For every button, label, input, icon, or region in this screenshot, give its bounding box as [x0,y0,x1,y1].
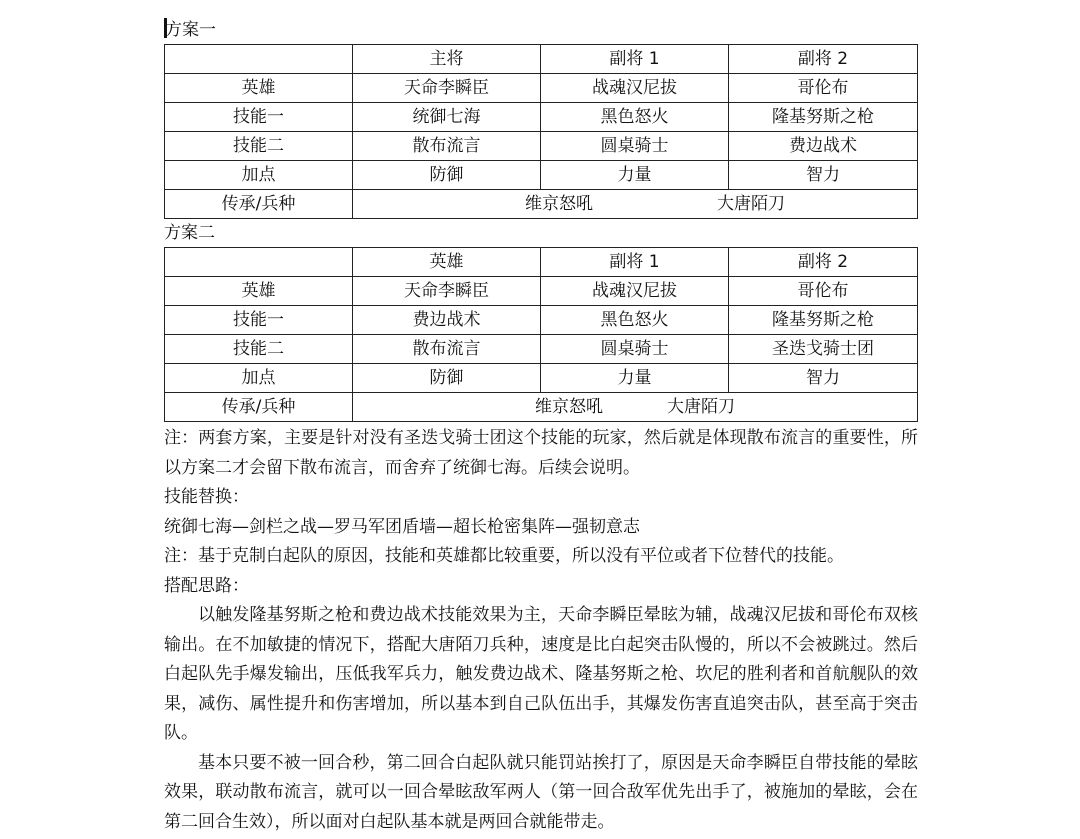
table-row [165,190,918,219]
plan2-title: 方案二 [164,223,215,243]
table-row [165,103,918,132]
table-cell: 副将 1 [541,45,729,74]
plan2-table [164,247,918,422]
table-cell: 散布流言 [353,335,541,364]
table-cell: 技能二 [165,132,353,161]
table-row [165,74,918,103]
table-cell: 智力 [729,161,918,190]
inherit-value: 大唐陌刀 [717,194,785,214]
table-cell: 副将 2 [729,45,918,74]
table-cell: 散布流言 [353,132,541,161]
table-cell: 隆基努斯之枪 [729,103,918,132]
table-cell: 圣迭戈骑士团 [729,335,918,364]
body-paragraph: 以触发隆基努斯之枪和费边战术技能效果为主，天命李瞬臣晕眩为辅，战魂汉尼拔和哥伦布双核输出。在不加敏捷的情况下，搭配大唐陌刀兵种，速度是比白起突击队慢的，所以不会被跳过。然后白起队先手爆发输出，压低我军兵力，触发费边战术、隆基努斯之枪、坎尼的胜利者和首航舰队的效果，减伤、属性提升和伤害增加，所以基本到自己队伍出手，其爆发伤害直追突击队，甚至高于突击队。 [164,605,918,743]
body-paragraph: 基本只要不被一回合秒，第二回合白起队就只能罚站挨打了，原因是天命李瞬臣自带技能的晕眩效果，联动散布流言，就可以一回合晕眩敌军两人（第一回合敌军优先出手了，被施加的晕眩，会在第二回合生效），所以面对白起队基本就是两回合就能带走。 [164,752,918,832]
table-cell: 天命李瞬臣 [353,277,541,306]
table-cell: 费边战术 [353,306,541,335]
table-cell [165,248,353,277]
table-cell: 黑色怒火 [541,103,729,132]
table-cell: 技能二 [165,335,353,364]
table-cell: 传承/兵种 [165,190,353,219]
section-title: 技能替换： [164,487,249,507]
section-title: 搭配思路： [164,575,249,596]
table-cell [165,45,353,74]
table-row [165,132,918,161]
table-cell: 加点 [165,364,353,393]
table-cell: 副将 1 [541,248,729,277]
table-cell: 战魂汉尼拔 [541,277,729,306]
table-cell: 技能一 [165,306,353,335]
table-cell: 英雄 [353,248,541,277]
table-cell: 英雄 [165,277,353,306]
table-cell: 智力 [729,364,918,393]
merged-cell [353,190,918,219]
table-row [165,393,918,422]
table-row [165,277,918,306]
table-cell: 防御 [353,161,541,190]
inherit-values [353,393,917,421]
merged-cell [353,393,918,422]
table-cell: 力量 [541,364,729,393]
skill-swap-chain: 统御七海—剑栏之战—罗马军团盾墙—超长枪密集阵—强韧意志 [164,516,640,537]
table-cell: 圆桌骑士 [541,335,729,364]
table-cell: 传承/兵种 [165,393,353,422]
document-body [164,16,918,837]
table-cell: 哥伦布 [729,277,918,306]
table-cell: 圆桌骑士 [541,132,729,161]
table-cell: 隆基努斯之枪 [729,306,918,335]
table-cell: 力量 [541,161,729,190]
table-header-row [165,45,918,74]
table-row [165,306,918,335]
table-cell: 防御 [353,364,541,393]
inherit-value: 大唐陌刀 [667,397,735,417]
table-row [165,161,918,190]
table-cell: 战魂汉尼拔 [541,74,729,103]
table-cell: 加点 [165,161,353,190]
table-cell: 技能一 [165,103,353,132]
table-row [165,335,918,364]
plan1-title: 方案一 [165,20,216,40]
table-cell: 主将 [353,45,541,74]
note-paragraph: 注：基于克制白起队的原因，技能和英雄都比较重要，所以没有平位或者下位替代的技能。 [164,546,844,566]
table-cell: 黑色怒火 [541,306,729,335]
table-cell: 英雄 [165,74,353,103]
table-cell: 统御七海 [353,103,541,132]
plan1-table [164,44,918,219]
inherit-value: 维京怒吼 [525,194,593,214]
table-cell: 费边战术 [729,132,918,161]
table-header-row [165,248,918,277]
table-cell: 哥伦布 [729,74,918,103]
table-row [165,364,918,393]
table-cell: 天命李瞬臣 [353,74,541,103]
note-paragraph: 注：两套方案，主要是针对没有圣迭戈骑士团这个技能的玩家，然后就是体现散布流言的重要性，所以方案二才会留下散布流言，而舍弃了统御七海。后续会说明。 [164,428,918,478]
table-cell: 副将 2 [729,248,918,277]
inherit-values [353,190,917,218]
inherit-value: 维京怒吼 [535,397,603,417]
